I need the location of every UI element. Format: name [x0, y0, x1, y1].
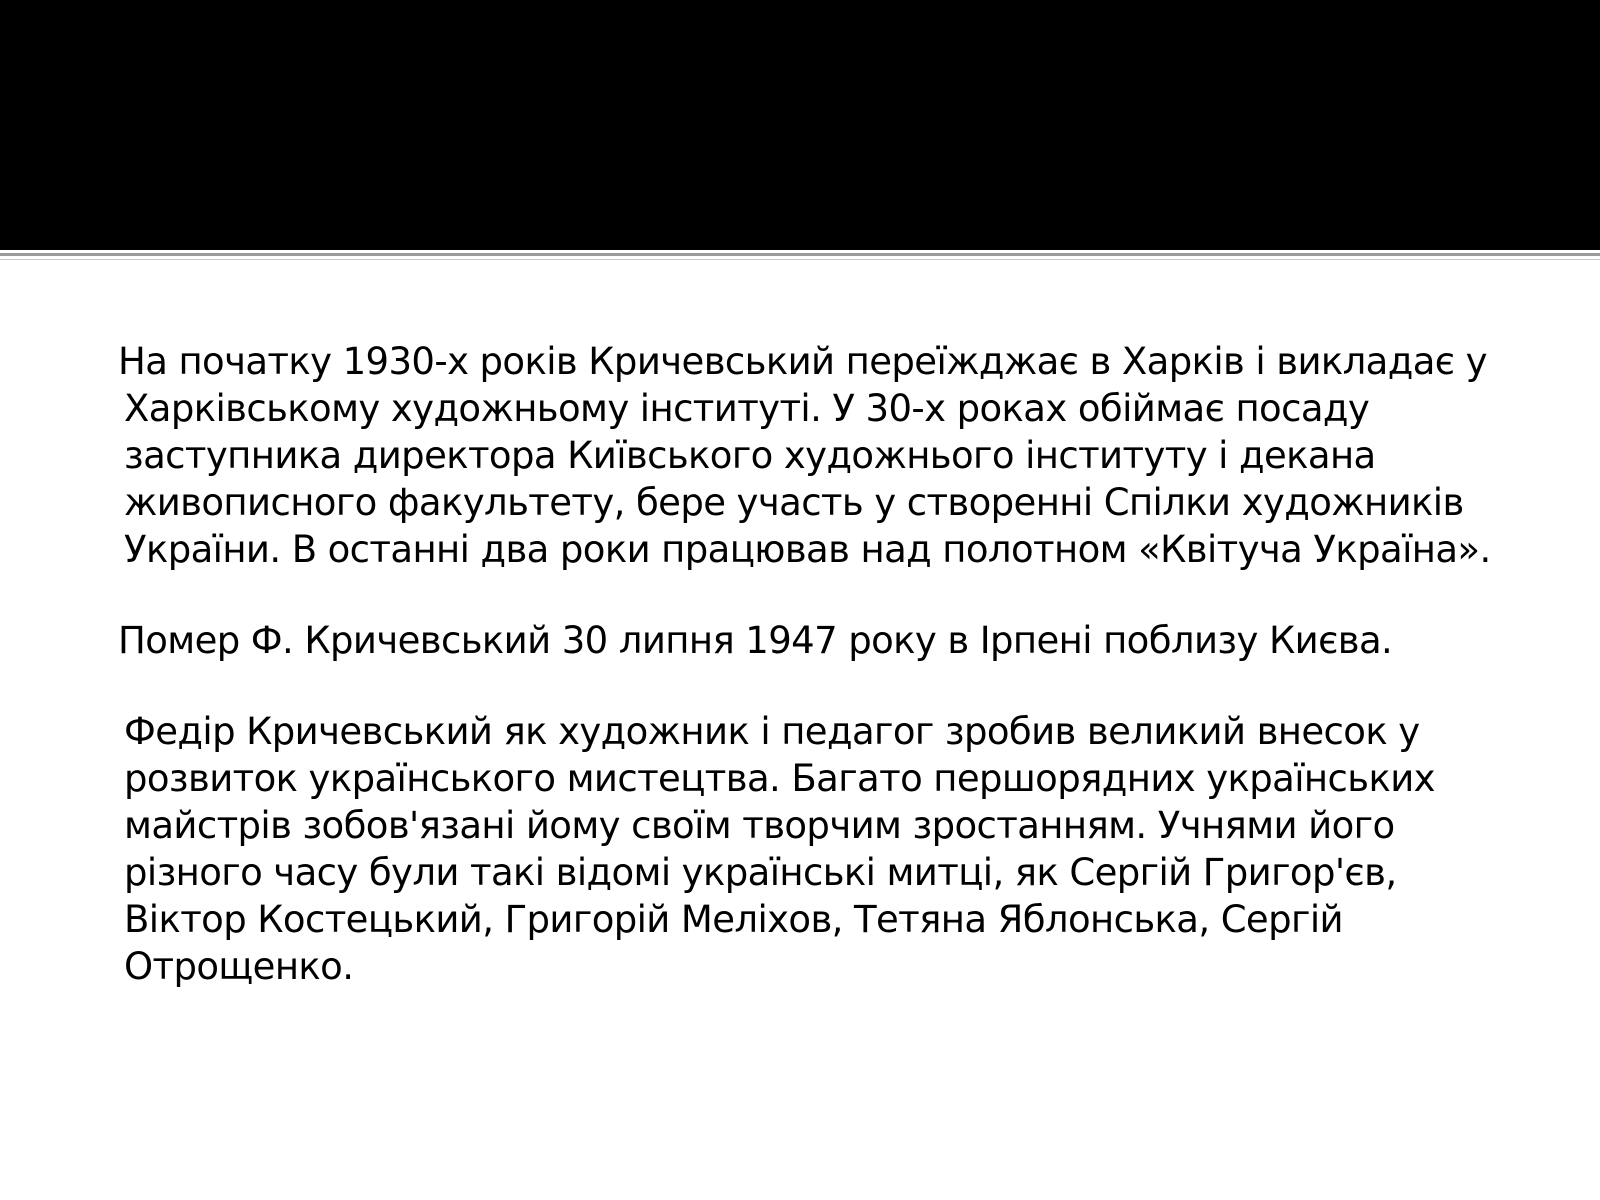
paragraph-relocation: На початку 1930-х років Кричевський переїжджає в Харків і викладає у Харківському художньому інституті. У 30-х роках обіймає посаду заступника директора Київського художнього інституту і декана живописного факультету, бере участь у створенні Спілки художників України. В останні два роки працював над полотном «Квітуча Україна». — [118, 340, 1491, 571]
title-divider — [0, 250, 1600, 256]
slide-body — [118, 338, 1498, 1034]
title-band — [0, 0, 1600, 250]
title-divider-thin — [0, 259, 1600, 260]
paragraph-legacy: Федір Кричевський як художник і педагог зробив великий внесок у розвиток українського мистецтва. Багато першорядних українських майстрів зобов'язані йому своїм творчим зростанням. Учнями його різного часу були такі відомі українські митці, як Сергій Григор'єв, Віктор Костецький, Григорій Меліхов, Тетяна Яблонська, Сергій Отрощенко. — [124, 710, 1435, 988]
paragraph-death: Помер Ф. Кричевський 30 липня 1947 року в Ірпені поблизу Києва. — [118, 619, 1393, 662]
